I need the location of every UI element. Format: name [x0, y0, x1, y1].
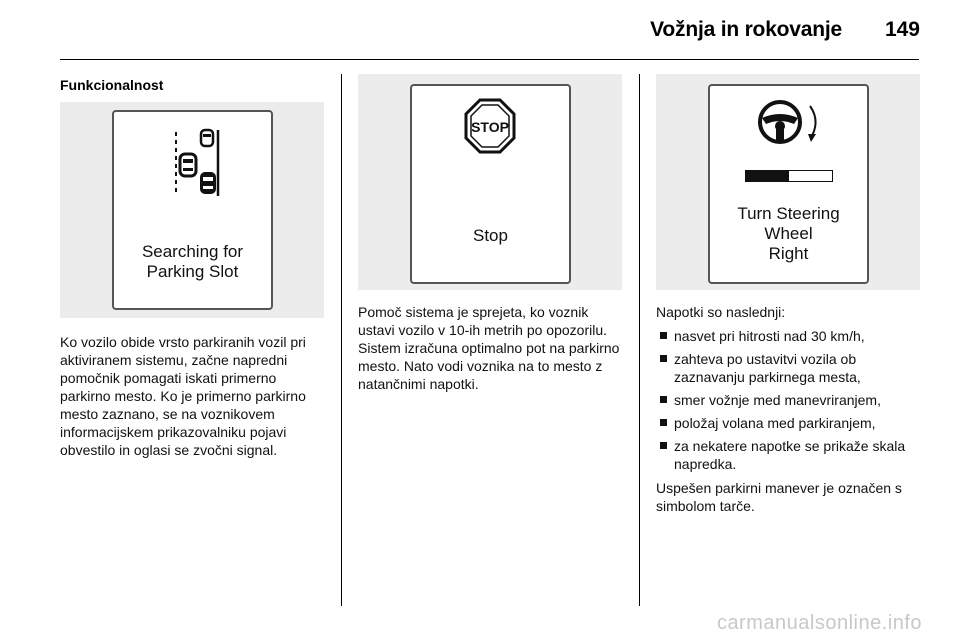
list-item: položaj volana med parkiranjem,: [656, 414, 926, 432]
stop-sign-icon: [412, 86, 569, 176]
watermark: carmanualsonline.info: [716, 612, 922, 634]
page-number: 149: [884, 18, 920, 41]
display-panel-stop: [410, 84, 571, 284]
bullet-icon: [660, 442, 667, 449]
stop-label: Stop: [473, 226, 508, 245]
display-panel-searching: [112, 110, 273, 310]
column-divider-right: [639, 74, 640, 606]
steering-line-2: Wheel: [764, 224, 813, 243]
figure-searching-parking-slot: [60, 102, 324, 318]
steering-progress-bar: [745, 170, 833, 182]
hints-outro: Uspešen parkirni manever je označen s simbolom tarče.: [656, 480, 902, 514]
page-header: [0, 0, 960, 62]
figure-stop: [358, 74, 622, 290]
list-item: smer vožnje med manevriranjem,: [656, 391, 926, 409]
right-column-text: [656, 303, 926, 521]
page-title: Vožnja in rokovanje: [650, 18, 842, 41]
searching-line-1: Searching for: [141, 242, 244, 261]
bullet-icon: [660, 419, 667, 426]
list-item: zahteva po ustavitvi vozila ob zaznavanju parkirnega mesta,: [656, 350, 926, 386]
bullet-icon: [660, 355, 667, 362]
hints-list: [656, 327, 926, 473]
left-paragraph: Ko vozilo obide vrsto parkiranih vozil pri aktiviranem sistemu, začne napredni pomočnik pomagati iskati primerno parkirno mesto. Ko je primerno parkirno mesto zaznano, se na voznikovem informacijskem prikazovalniku pojavi obvestilo in oglasi se zvočni signal.: [60, 334, 306, 458]
steering-line-3: Right: [768, 244, 809, 263]
steering-progress-fill: [746, 171, 789, 181]
stop-sign-text: STOP: [471, 119, 509, 135]
parked-cars-icon: [114, 112, 271, 212]
bullet-icon: [660, 332, 667, 339]
section-heading: Funkcionalnost: [60, 77, 164, 93]
hints-intro: Napotki so naslednji:: [656, 304, 786, 320]
middle-paragraph: Pomoč sistema je sprejeta, ko voznik ustavi vozilo v 10-ih metrih po opozorilu. Sistem izračuna optimalno pot na parkirno mesto. Nato vodi voznika na to mesto z natančnimi napotki.: [358, 304, 620, 392]
figure-turn-steering: [656, 74, 920, 290]
list-item: nasvet pri hitrosti nad 30 km/h,: [656, 327, 926, 345]
column-divider-left: [341, 74, 342, 606]
searching-line-2: Parking Slot: [146, 262, 239, 281]
display-panel-steering: [708, 84, 869, 284]
header-rule: [60, 59, 919, 60]
bullet-icon: [660, 396, 667, 403]
list-item: za nekatere napotke se prikaže skala napredka.: [656, 437, 926, 473]
steering-line-1: Turn Steering: [737, 204, 840, 223]
steering-wheel-icon: [710, 86, 867, 166]
